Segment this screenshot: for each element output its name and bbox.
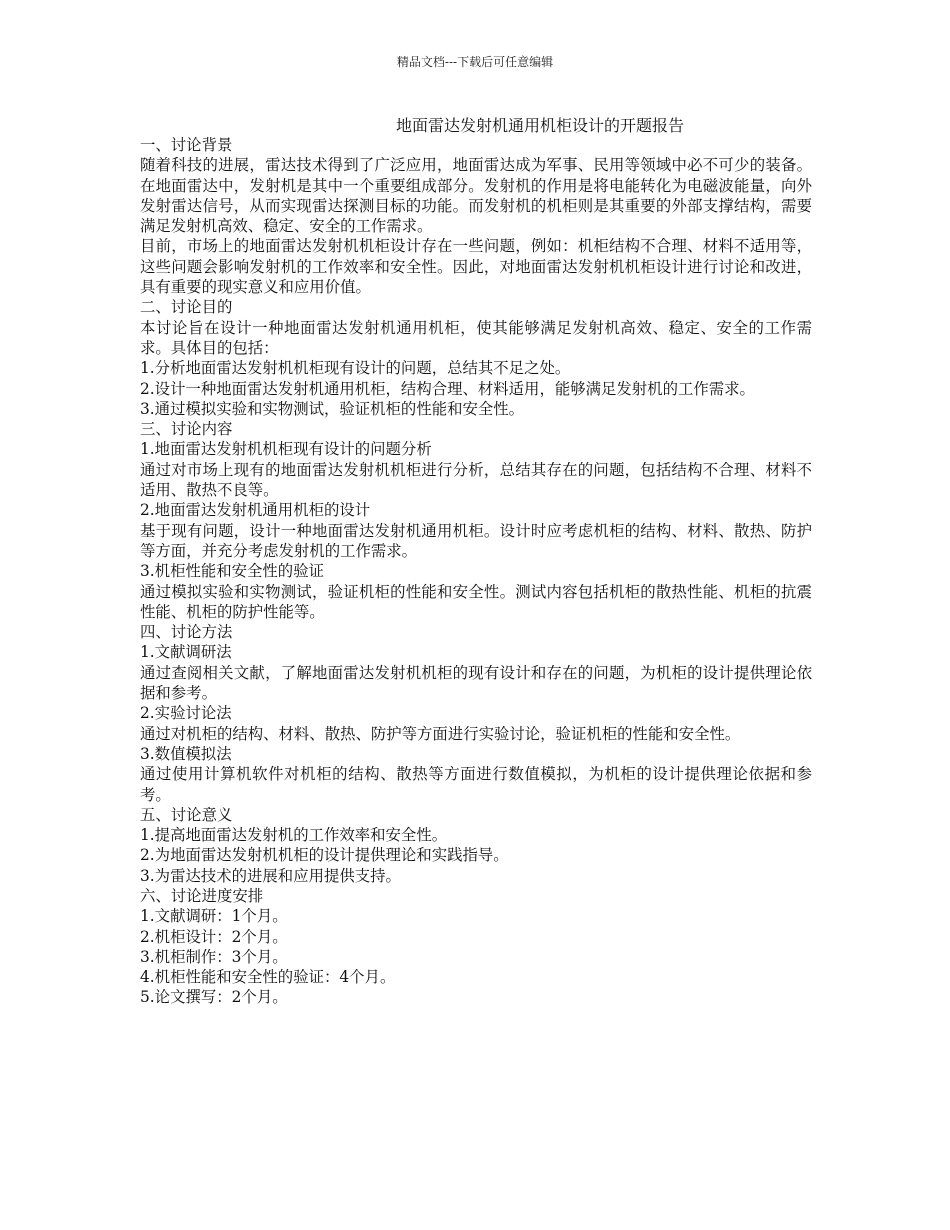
paragraph: 基于现有问题，设计一种地面雷达发射机通用机柜。设计时应考虑机柜的结构、材料、散热、防护等方面，并充分考虑发射机的工作需求。 <box>140 521 812 560</box>
document-title: 地面雷达发射机通用机柜设计的开题报告 <box>395 116 684 135</box>
paragraph: 通过使用计算机软件对机柜的结构、散热等方面进行数值模拟，为机柜的设计提供理论依据和参考。 <box>140 765 812 804</box>
list-item: 1.分析地面雷达发射机机柜现有设计的问题，总结其不足之处。 <box>140 359 571 378</box>
section-heading: 二、讨论目的 <box>140 298 233 317</box>
list-item: 2.机柜设计：2个月。 <box>140 927 288 946</box>
subheading: 1.地面雷达发射机机柜现有设计的问题分析 <box>140 440 432 459</box>
section-heading: 一、讨论背景 <box>140 136 233 154</box>
list-item: 2.为地面雷达发射机机柜的设计提供理论和实践指导。 <box>140 846 509 865</box>
list-item: 3.为雷达技术的进展和应用提供支持。 <box>140 866 401 885</box>
section-heading: 六、讨论进度安排 <box>140 886 264 905</box>
list-item: 2.设计一种地面雷达发射机通用机柜，结构合理、材料适用，能够满足发射机的工作需求。 <box>140 379 755 398</box>
list-item: 1.文献调研：1个月。 <box>140 907 288 926</box>
document-body <box>140 135 812 1008</box>
paragraph: 通过模拟实验和实物测试，验证机柜的性能和安全性。测试内容包括机柜的散热性能、机柜的抗震性能、机柜的防护性能等。 <box>140 582 812 621</box>
section-heading: 五、讨论意义 <box>140 805 233 824</box>
subheading: 2.地面雷达发射机通用机柜的设计 <box>140 501 371 520</box>
header-note: 精品文档---下载后可任意编辑 <box>396 55 554 69</box>
subheading: 2.实验讨论法 <box>140 704 232 723</box>
paragraph: 通过对机柜的结构、材料、散热、防护等方面进行实验讨论，验证机柜的性能和安全性。 <box>140 724 741 743</box>
list-item: 1.提高地面雷达发射机的工作效率和安全性。 <box>140 826 448 845</box>
subheading: 3.机柜性能和安全性的验证 <box>140 562 324 581</box>
section-heading: 三、讨论内容 <box>140 420 233 439</box>
subheading: 1.文献调研法 <box>140 643 232 662</box>
paragraph: 通过对市场上现有的地面雷达发射机机柜进行分析，总结其存在的问题，包括结构不合理、材料不适用、散热不良等。 <box>140 460 812 500</box>
list-item: 3.机柜制作：3个月。 <box>140 947 288 966</box>
paragraph: 随着科技的进展，雷达技术得到了广泛应用，地面雷达成为军事、民用等领域中必不可少的装备。在地面雷达中，发射机是其中一个重要组成部分。发射机的作用是将电能转化为电磁波能量，向外发射雷达信号，从而实现雷达探测目标的功能。而发射机的机柜则是其重要的外部支撑结构，需要满足发射机高效、稳定、安全的工作需求。 <box>140 156 812 236</box>
paragraph: 目前，市场上的地面雷达发射机机柜设计存在一些问题，例如：机柜结构不合理、材料不适用等，这些问题会影响发射机的工作效率和安全性。因此，对地面雷达发射机机柜设计进行讨论和改进，具有重要的现实意义和应用价值。 <box>140 237 812 297</box>
paragraph: 通过查阅相关文献，了解地面雷达发射机机柜的现有设计和存在的问题，为机柜的设计提供理论依据和参考。 <box>140 663 812 703</box>
subheading: 3.数值模拟法 <box>140 744 232 763</box>
paragraph: 本讨论旨在设计一种地面雷达发射机通用机柜，使其能够满足发射机高效、稳定、安全的工作需求。具体目的包括： <box>140 318 812 357</box>
list-item: 4.机柜性能和安全性的验证：4个月。 <box>140 968 396 987</box>
list-item: 5.论文撰写：2个月。 <box>140 988 288 1007</box>
section-heading: 四、讨论方法 <box>140 623 233 642</box>
list-item: 3.通过模拟实验和实物测试，验证机柜的性能和安全性。 <box>140 399 525 418</box>
